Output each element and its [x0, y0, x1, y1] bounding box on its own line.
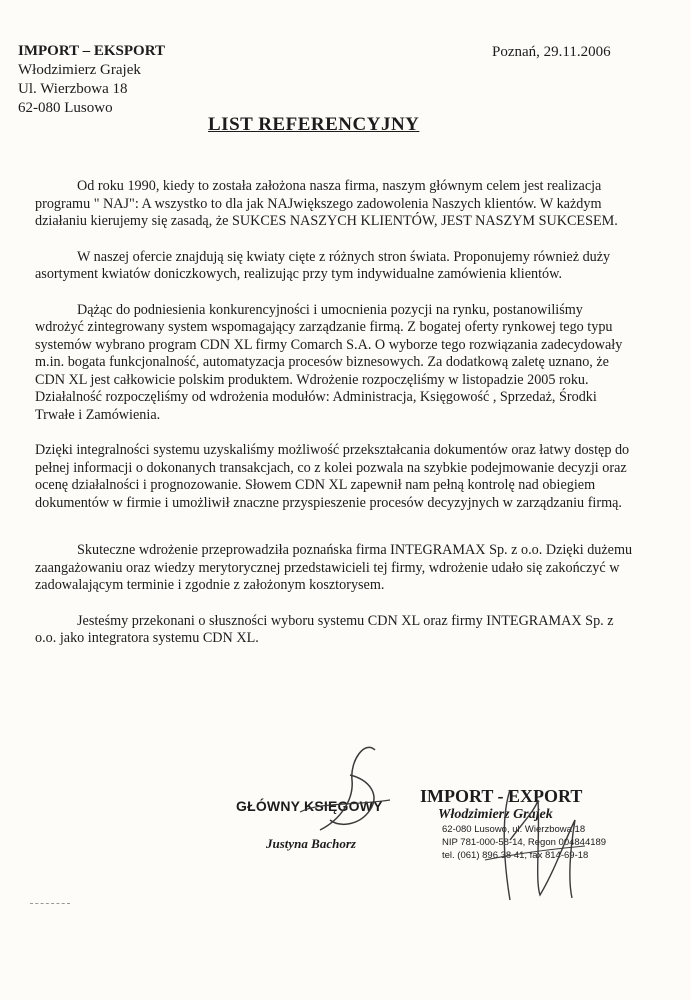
- stamp-owner: Włodzimierz Grajek: [438, 807, 553, 822]
- letter-date: Poznań, 29.11.2006: [492, 44, 611, 60]
- company-stamp: [420, 786, 640, 862]
- stamp-role: GŁÓWNY KSIĘGOWY: [236, 798, 383, 814]
- sender-city: 62-080 Lusowo: [18, 100, 113, 116]
- sender-block: [18, 42, 165, 118]
- letter-body: [35, 178, 635, 666]
- sender-street: Ul. Wierzbowa 18: [18, 81, 128, 97]
- stamp-address: 62-080 Lusowo, ul. Wierzbowa 18: [442, 824, 586, 835]
- sender-company: IMPORT – EKSPORT: [18, 43, 166, 59]
- accountant-signature-icon: [280, 740, 400, 850]
- paragraph: W naszej ofercie znajdują się kwiaty cięte z różnych stron świata. Proponujemy również duży asortyment kwiatów doniczkowych, realizując przy tym indywidualne zamówienia klientów.: [35, 248, 611, 282]
- stamp-person-name: Justyna Bachorz: [266, 836, 356, 851]
- sender-name: Włodzimierz Grajek: [18, 62, 141, 78]
- stamp-company: IMPORT - EXPORT: [420, 786, 583, 806]
- paragraph: Od roku 1990, kiedy to została założona nasza firma, naszym głównym celem jest realizacja programu " NAJ": A wszystko to dla jak NAJwiększego zadowolenia Naszych klientów. W każdym działaniu kierujemy się zasadą, że SUKCES NASZYCH KLIENTÓW, JEST NASZYM SUKCESEM.: [35, 178, 618, 229]
- paragraph: Dążąc do podniesienia konkurencyjności i umocnienia pozycji na rynku, postanowiliśmy wdrożyć zintegrowany system wspomagający zarządzanie firmą. Z bogatej oferty rynkowej tego typu systemów wybrano program CDN XL firmy Comarch S.A. O wyborze tego rozwiązania zadecydowały m.in. bogata funkcjonalność, automatyzacja procesów biznesowych. Za dodatkową zaletę uznano, że CDN XL jest całkowicie polskim produktem. Wdrożenie rozpoczęliśmy w listopadzie 2005 roku. Działalność rozpoczęliśmy od wdrożenia modułów: Administracja, Księgowość , Sprzedaż, Środki Trwałe i Zamówienia.: [35, 301, 623, 423]
- stamp-ids: NIP 781-000-58-14, Regon 004844189: [442, 837, 607, 848]
- chief-accountant-stamp: [236, 798, 383, 851]
- letter-title: LIST REFERENCYJNY: [208, 114, 420, 135]
- signature-area: [0, 740, 691, 920]
- paragraph: Dzięki integralności systemu uzyskaliśmy możliwość przekształcania dokumentów oraz łatwy dostęp do pełnej informacji o dokonanych transakcjach, co z kolei pozwala na szybkie podejmowanie decyzji oraz ocenę działalności i prognozowanie. Słowem CDN XL zapewnił nam pełną kontrolę nad obiegiem dokumentów w firmie i umożliwił znaczne przyspieszenie procesów decyzyjnych w zarządzaniu firmą.: [35, 442, 630, 511]
- margin-mark: [30, 903, 70, 904]
- paragraph: Skuteczne wdrożenie przeprowadziła poznańska firma INTEGRAMAX Sp. z o.o. Dzięki dużemu zaangażowaniu oraz wiedzy merytorycznej przedstawicieli tej firmy, wdrożenie udało się zakończyć w zadowalającym terminie i zgodnie z założonym kosztorysem.: [35, 542, 633, 593]
- stamp-phone: tel. (061) 896 38 41, fax 814-69-18: [442, 850, 589, 861]
- paragraph: Jesteśmy przekonani o słuszności wyboru systemu CDN XL oraz firmy INTEGRAMAX Sp. z o.o. jako integratora systemu CDN XL.: [35, 612, 614, 646]
